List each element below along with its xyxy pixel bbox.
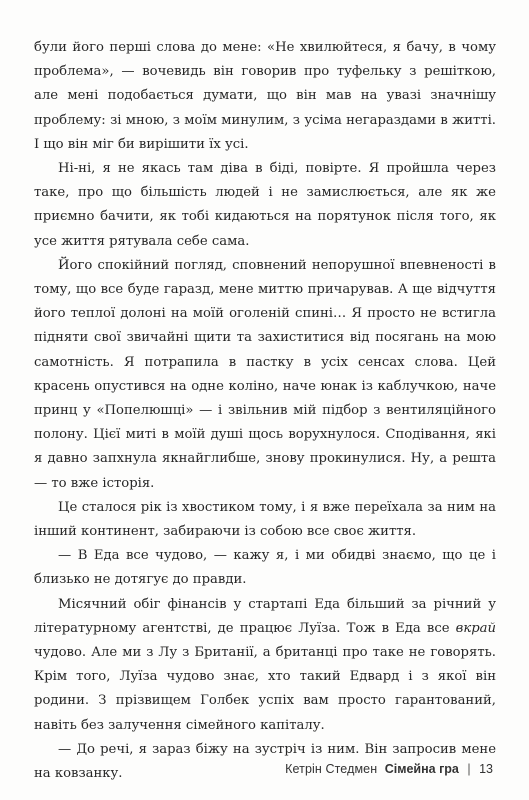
paragraph-2: Ні-ні, я не якась там діва в біді, повірте. Я пройшла через таке, про що більшість людей і не замислюється, але як же приємно бачити, як тобі кидаються на порятунок після того, як усе життя рятувала себе сама. — [34, 161, 496, 249]
footer-book-title: Сімейна гра — [384, 762, 459, 776]
paragraph-6-emphasis: вкрай — [455, 620, 496, 636]
footer-separator: | — [467, 762, 471, 776]
paragraph-5: — В Еда все чудово, — кажу я, і ми обидві знаємо, що це і близько не дотягує до правди. — [34, 548, 496, 588]
paragraph-7: — До речі, я зараз біжу на зустріч із ним. Він запросив мене на ковзанку. — [34, 741, 496, 782]
paragraph-1: були його перші слова до мене: «Не хвилюйтеся, я бачу, в чому проблема», — вочевидь він говорив про туфельку з решіткою, але мені подобається думати, що він мав на увазі значнішу проблему: зі мною, з моїм минулим, з усіма негараздами в житті. І що він міг би вирішити їх усі. — [34, 40, 496, 152]
page-number: 13 — [479, 762, 493, 776]
paragraph-4: Це сталося рік із хвостиком тому, і я вже переїхала за ним на інший континент, забираючи із собою все своє життя. — [34, 499, 496, 540]
body-text — [34, 36, 496, 786]
footer-author: Кетрін Стедмен — [285, 762, 378, 776]
paragraph-6-start: Місячний обіг фінансів у стартапі Еда більший за річний у літературному агентстві, де працює Луїза. Тож в Еда все — [34, 596, 496, 636]
paragraph-6-end: чудово. Але ми з Лу з Британії, а британці про таке не говорять. Крім того, Луїза чудово знає, хто такий Едвард і з якої він родини. З прізвищем Голбек успіх вам просто гарантований, навіть без залучення сімейного капіталу. — [34, 645, 496, 733]
paragraph-3: Його спокійний погляд, сповнений непорушної впевненості в тому, що все буде гаразд, мене миттю причарував. А ще відчуття його теплої долоні на моїй оголеній спині… Я просто не встигла підняти свої звичайні щити та захиститися від посягань на мою самотність. Я потрапила в пастку в усіх сенсах слова. Цей красень опустився на одне коліно, наче юнак із каблучкою, наче принц у «Попелюшці» — і звільнив мій підбор з вентиляційного полону. Цієї миті в моїй душі щось ворухнулося. Сподівання, які я давно запхнула якнайглибше, знову прокинулися. Ну, а решта — то вже історія. — [34, 257, 496, 491]
page-footer — [285, 762, 493, 776]
paragraph-6 — [34, 593, 496, 738]
